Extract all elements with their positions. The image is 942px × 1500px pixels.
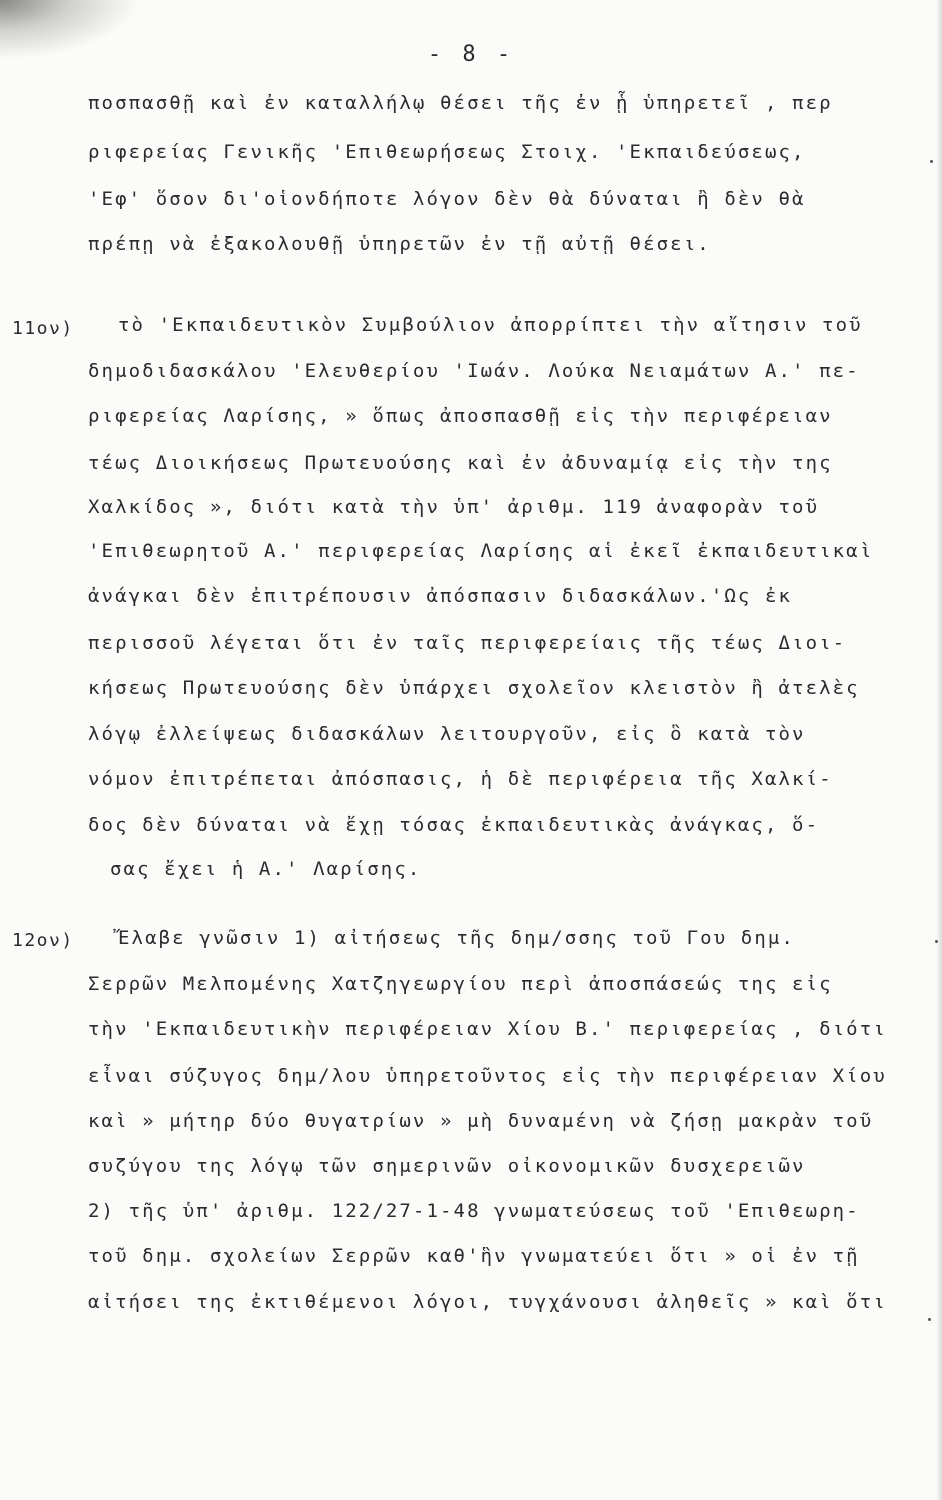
text-line: λόγῳ ἐλλείψεως διδασκάλων λειτουργοῦν, εἰς ὃ κατὰ τὸν: [88, 723, 806, 745]
text-line: Σερρῶν Μελπομένης Χατζηγεωργίου περὶ ἀποσπάσεώς της εἰς: [88, 973, 833, 995]
text-line: σας ἔχει ἡ Α.' Λαρίσης.: [110, 858, 422, 880]
text-line: Χαλκίδος », διότι κατὰ τὴν ὑπ' ἀριθμ. 119 ἀναφορὰν τοῦ: [88, 496, 820, 518]
text-line: τὸ 'Εκπαιδευτικὸν Συμβούλιον ἀπορρίπτει τὴν αἴτησιν τοῦ: [118, 314, 863, 336]
text-line: αἰτήσει της ἐκτιθέμενοι λόγοι, τυγχάνουσι ἀληθεῖς » καὶ ὅτι: [88, 1291, 887, 1313]
text-line: καὶ » μήτηρ δύο θυγατρίων » μὴ δυναμένη νὰ ζήσῃ μακρὰν τοῦ: [88, 1110, 874, 1132]
text-line: 'Εφ' ὅσον δι'οἱονδήποτε λόγον δὲν θὰ δύναται ἢ δὲν θὰ: [88, 188, 806, 210]
text-line: πρέπῃ νὰ ἐξακολουθῇ ὑπηρετῶν ἐν τῇ αὐτῇ θέσει.: [88, 233, 711, 255]
text-line: 2) τῆς ὑπ' ἀριθμ. 122/27-1-48 γνωματεύσεως τοῦ 'Επιθεωρη-: [88, 1200, 860, 1222]
text-line: νόμον ἐπιτρέπεται ἀπόσπασις, ἡ δὲ περιφέρεια τῆς Χαλκί-: [88, 768, 833, 790]
page-number: - 8 -: [427, 42, 515, 67]
text-line: κήσεως Πρωτευούσης δὲν ὑπάρχει σχολεῖον κλειστὸν ἢ ἀτελὲς: [88, 677, 860, 699]
text-line: εἶναι σύζυγος δημ/λου ὑπηρετοῦντος εἰς τὴν περιφέρειαν Χίου: [88, 1065, 887, 1087]
text-line: ριφερείας Γενικῆς 'Επιθεωρήσεως Στοιχ. 'Εκπαιδεύσεως,: [88, 141, 806, 163]
text-line: τέως Διοικήσεως Πρωτευούσης καὶ ἐν ἀδυναμίᾳ εἰς τὴν της: [88, 452, 833, 474]
scan-speck: [935, 940, 938, 943]
text-line: ριφερείας Λαρίσης, » ὅπως ἀποσπασθῇ εἰς τὴν περιφέρειαν: [88, 405, 833, 427]
text-line: 'Επιθεωρητοῦ Α.' περιφερείας Λαρίσης αἱ ἐκεῖ ἐκπαιδευτικαὶ: [88, 540, 874, 562]
text-line: συζύγου της λόγῳ τῶν σημερινῶν οἰκονομικῶν δυσχερειῶν: [88, 1155, 806, 1177]
text-line: Ἔλαβε γνῶσιν 1) αἰτήσεως τῆς δημ/σσης τοῦ Γου δημ.: [118, 927, 795, 949]
scan-speck: [930, 160, 933, 163]
text-line: ἀνάγκαι δὲν ἐπιτρέπουσιν ἀπόσπασιν διδασκάλων.'Ως ἐκ: [88, 585, 793, 607]
section-marker: 12ον): [12, 930, 74, 951]
section-marker: 11ον): [12, 318, 74, 339]
text-line: τὴν 'Εκπαιδευτικὴν περιφέρειαν Χίου Β.' περιφερείας , διότι: [88, 1018, 887, 1040]
text-line: περισσοῦ λέγεται ὅτι ἐν ταῖς περιφερείαις τῆς τέως Διοι-: [88, 632, 847, 654]
page-edge: [936, 0, 942, 1500]
text-line: δημοδιδασκάλου 'Ελευθερίου 'Ιωάν. Λούκα Νειαμάτων Α.' πε-: [88, 360, 860, 382]
text-line: δος δὲν δύναται νὰ ἔχῃ τόσας ἐκπαιδευτικὰς ἀνάγκας, ὅ-: [88, 814, 820, 836]
text-line: ποσπασθῇ καὶ ἐν καταλλήλῳ θέσει τῆς ἐν ᾗ ὑπηρετεῖ , περ: [88, 92, 833, 114]
scan-speck: [928, 1318, 931, 1321]
text-line: τοῦ δημ. σχολείων Σερρῶν καθ'ἣν γνωματεύει ὅτι » οἱ ἐν τῇ: [88, 1245, 860, 1267]
